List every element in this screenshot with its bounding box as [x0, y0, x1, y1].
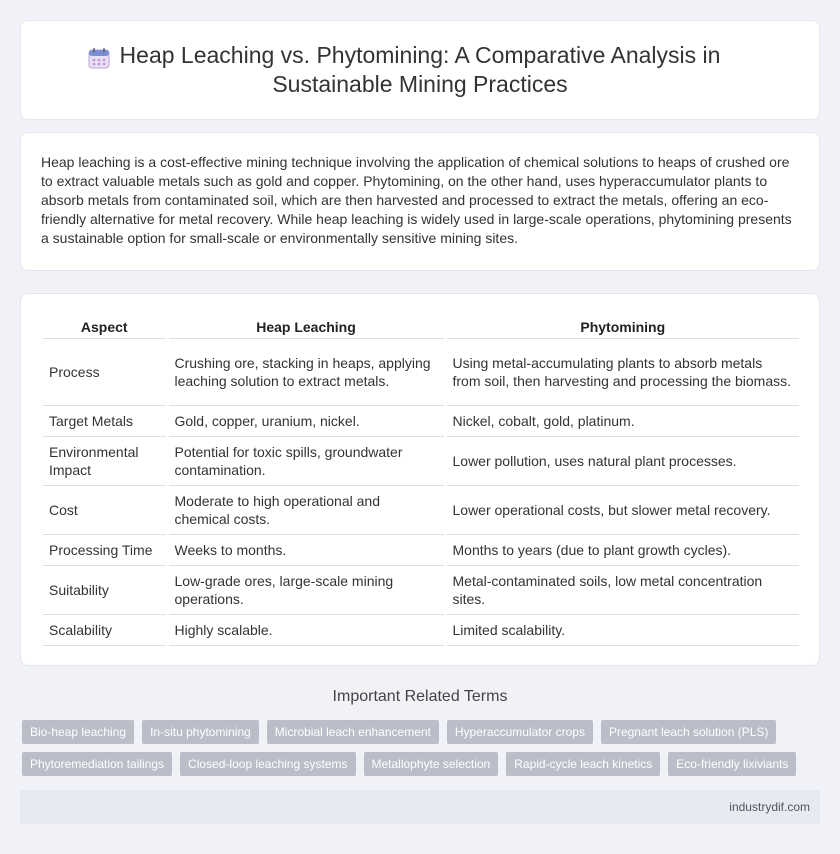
header-heap-leaching: Heap Leaching — [167, 312, 445, 338]
row-phytomining: Metal-contaminated soils, low metal concentration sites. — [445, 565, 799, 614]
table-row — [43, 485, 799, 534]
related-term-tag[interactable]: Microbial leach enhancement — [267, 720, 439, 744]
comparison-card — [20, 293, 820, 666]
row-heap-leaching: Gold, copper, uranium, nickel. — [167, 405, 445, 436]
related-term-tag[interactable]: Rapid-cycle leach kinetics — [506, 752, 660, 776]
footer — [20, 790, 820, 824]
related-term-tag[interactable]: Metallophyte selection — [364, 752, 499, 776]
row-aspect: Cost — [43, 485, 167, 534]
table-row — [43, 436, 799, 485]
row-heap-leaching: Weeks to months. — [167, 534, 445, 565]
row-aspect: Processing Time — [43, 534, 167, 565]
row-heap-leaching: Moderate to high operational and chemical costs. — [167, 485, 445, 534]
related-terms-title: Important Related Terms — [332, 688, 508, 705]
comparison-table — [43, 312, 799, 646]
related-term-tag[interactable]: Phytoremediation tailings — [22, 752, 172, 776]
related-term-tag[interactable]: Eco-friendly lixiviants — [668, 752, 796, 776]
header-phytomining: Phytomining — [445, 312, 799, 338]
table-row — [43, 338, 799, 405]
related-term-tag[interactable]: In-situ phytomining — [142, 720, 259, 744]
row-phytomining: Using metal-accumulating plants to absorb metals from soil, then harvesting and processing the biomass. — [445, 338, 799, 405]
table-row — [43, 614, 799, 645]
row-aspect: Process — [43, 338, 167, 405]
row-phytomining: Months to years (due to plant growth cycles). — [445, 534, 799, 565]
row-aspect: Target Metals — [43, 405, 167, 436]
row-aspect: Scalability — [43, 614, 167, 645]
row-heap-leaching: Highly scalable. — [167, 614, 445, 645]
row-aspect: Suitability — [43, 565, 167, 614]
table-row — [43, 565, 799, 614]
table-row — [43, 405, 799, 436]
related-term-tag[interactable]: Pregnant leach solution (PLS) — [601, 720, 776, 744]
footer-site-link[interactable]: industrydif.com — [729, 800, 810, 814]
intro-card — [20, 132, 820, 271]
related-term-tag[interactable]: Closed-loop leaching systems — [180, 752, 355, 776]
related-term-tag[interactable]: Hyperaccumulator crops — [447, 720, 593, 744]
row-heap-leaching: Crushing ore, stacking in heaps, applying leaching solution to extract metals. — [167, 338, 445, 405]
table-row — [43, 534, 799, 565]
row-aspect: Environmental Impact — [43, 436, 167, 485]
intro-paragraph: Heap leaching is a cost-effective mining technique involving the application of chemical solutions to heaps of crushed ore to extract valuable metals such as gold and copper. Phytomining, on the other hand, uses hyperaccumulator plants to absorb metals from contaminated soil, which are then harvested and processed to extract the metals, offering an eco-friendly alternative for metal recovery. While heap leaching is widely used in large-scale operations, phytomining presents a sustainable option for small-scale or environmentally sensitive mining sites. — [41, 154, 792, 246]
page-title: Heap Leaching vs. Phytomining: A Comparative Analysis in Sustainable Mining Practices — [119, 42, 721, 97]
related-terms-list — [22, 720, 822, 784]
related-term-tag[interactable]: Bio-heap leaching — [22, 720, 134, 744]
row-phytomining: Lower pollution, uses natural plant processes. — [445, 436, 799, 485]
row-phytomining: Nickel, cobalt, gold, platinum. — [445, 405, 799, 436]
row-phytomining: Lower operational costs, but slower metal recovery. — [445, 485, 799, 534]
table-header-row — [43, 312, 799, 338]
header-aspect: Aspect — [43, 312, 167, 338]
row-phytomining: Limited scalability. — [445, 614, 799, 645]
row-heap-leaching: Low-grade ores, large-scale mining operations. — [167, 565, 445, 614]
header-card — [20, 20, 820, 120]
row-heap-leaching: Potential for toxic spills, groundwater contamination. — [167, 436, 445, 485]
